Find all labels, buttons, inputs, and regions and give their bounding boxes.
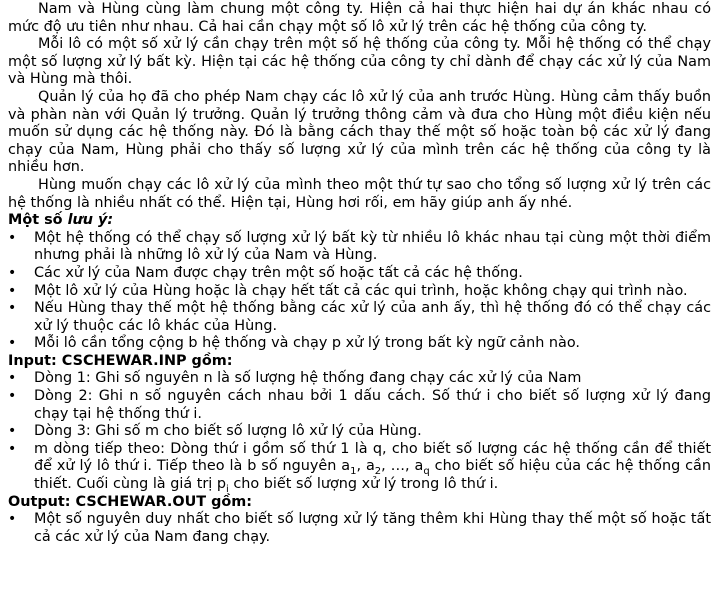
input-item-batches [8,441,711,494]
intro-paragraph-3: Quản lý của họ đã cho phép Nam chạy các lô xử lý của anh trước Hùng. Hùng cảm thấy buồn và phàn nàn với Quản lý trưởng. Quản lý trưởng thông cảm và đưa cho Hùng một điều kiện nếu muốn sử dụng các hệ thống này. Đó là bằng cách thay thế một số hoặc toàn bộ các xử lý đang chạy của Nam, Hùng phải cho thấy số lượng xử lý của mình trên các hệ thống của công ty là nhiều hơn. [8,88,711,176]
subscript: q [423,466,430,478]
intro-paragraph-4: Hùng muốn chạy các lô xử lý của mình theo một thứ tự sao cho tổng số lượng xử lý trên các hệ thống là nhiều nhất có thể. Hiện tại, Hùng hơi rối, em hãy giúp anh ấy nhé. [8,176,711,211]
notes-item: • Nếu Hùng thay thế một hệ thống bằng các xử lý của anh ấy, thì hệ thống đó có thể chạy các xử lý thuộc các lô khác của Hùng. [8,300,711,335]
notes-item: • Mỗi lô cần tổng cộng b hệ thống và chạy p xử lý trong bất kỳ ngữ cảnh nào. [8,335,711,353]
notes-heading-italic: lưu ý: [67,212,114,229]
notes-item: • Các xử lý của Nam được chạy trên một số hoặc tất cả các hệ thống. [8,265,711,283]
notes-heading [8,212,711,230]
input-item: • Dòng 2: Ghi n số nguyên cách nhau bởi 1 dấu cách. Số thứ i cho biết số lượng xử lý đang chạy tại hệ thống thứ i. [8,388,711,423]
subscript: 1 [350,466,357,478]
output-list [8,511,711,546]
input-item-text: cho biết số lượng xử lý trong lô thứ i. [228,476,499,493]
intro-paragraph-1: Nam và Hùng cùng làm chung một công ty. Hiện cả hai thực hiện hai dự án khác nhau có mức độ ưu tiên như nhau. Cả hai cần chạy một số lô xử lý trên các hệ thống của công ty. [8,1,711,35]
subscript: 2 [374,466,382,478]
intro-paragraph-2: Mỗi lô có một số xử lý cần chạy trên một số hệ thống của công ty. Mỗi hệ thống có thể chạy một số lượng xử lý bất kỳ. Hiện tại các hệ thống của công ty chỉ dành để chạy các xử lý của Nam và Hùng mà thôi. [8,36,711,88]
input-item-text: , a [356,458,375,475]
notes-item: • Một hệ thống có thể chạy số lượng xử lý bất kỳ từ nhiều lô khác nhau tại cùng một thời điểm nhưng phải là những lô xử lý của Nam và Hùng. [8,230,711,265]
output-heading: Output: CSCHEWAR.OUT gồm: [8,493,253,510]
input-item-text: m dòng tiếp theo: Dòng thứ i gồm số thứ 1 là q, cho biết số lượng các hệ thống cần để thiết để xử lý lô thứ i. Tiếp theo là b số nguyên a [34,440,711,475]
output-item: • Một số nguyên duy nhất cho biết số lượng xử lý tăng thêm khi Hùng thay thế một số hoặc tất cả các xử lý của Nam đang chạy. [8,511,711,546]
input-list [8,370,711,493]
input-item: • Dòng 1: Ghi số nguyên n là số lượng hệ thống đang chạy các xử lý của Nam [8,370,711,388]
input-item-text: , …, a [381,458,424,475]
subscript: i [226,483,229,495]
input-item: • Dòng 3: Ghi số m cho biết số lượng lô xử lý của Hùng. [8,423,711,441]
input-item-text: cho biết số hiệu của các hệ thống cần thiết. Cuối cùng là giá trị p [34,458,711,493]
notes-heading-bold: Một số [8,212,68,229]
input-heading: Input: CSCHEWAR.INP gồm: [8,352,233,369]
notes-list [8,230,711,353]
notes-item: • Một lô xử lý của Hùng hoặc là chạy hết tất cả các qui trình, hoặc không chạy qui trình nào. [8,283,711,301]
